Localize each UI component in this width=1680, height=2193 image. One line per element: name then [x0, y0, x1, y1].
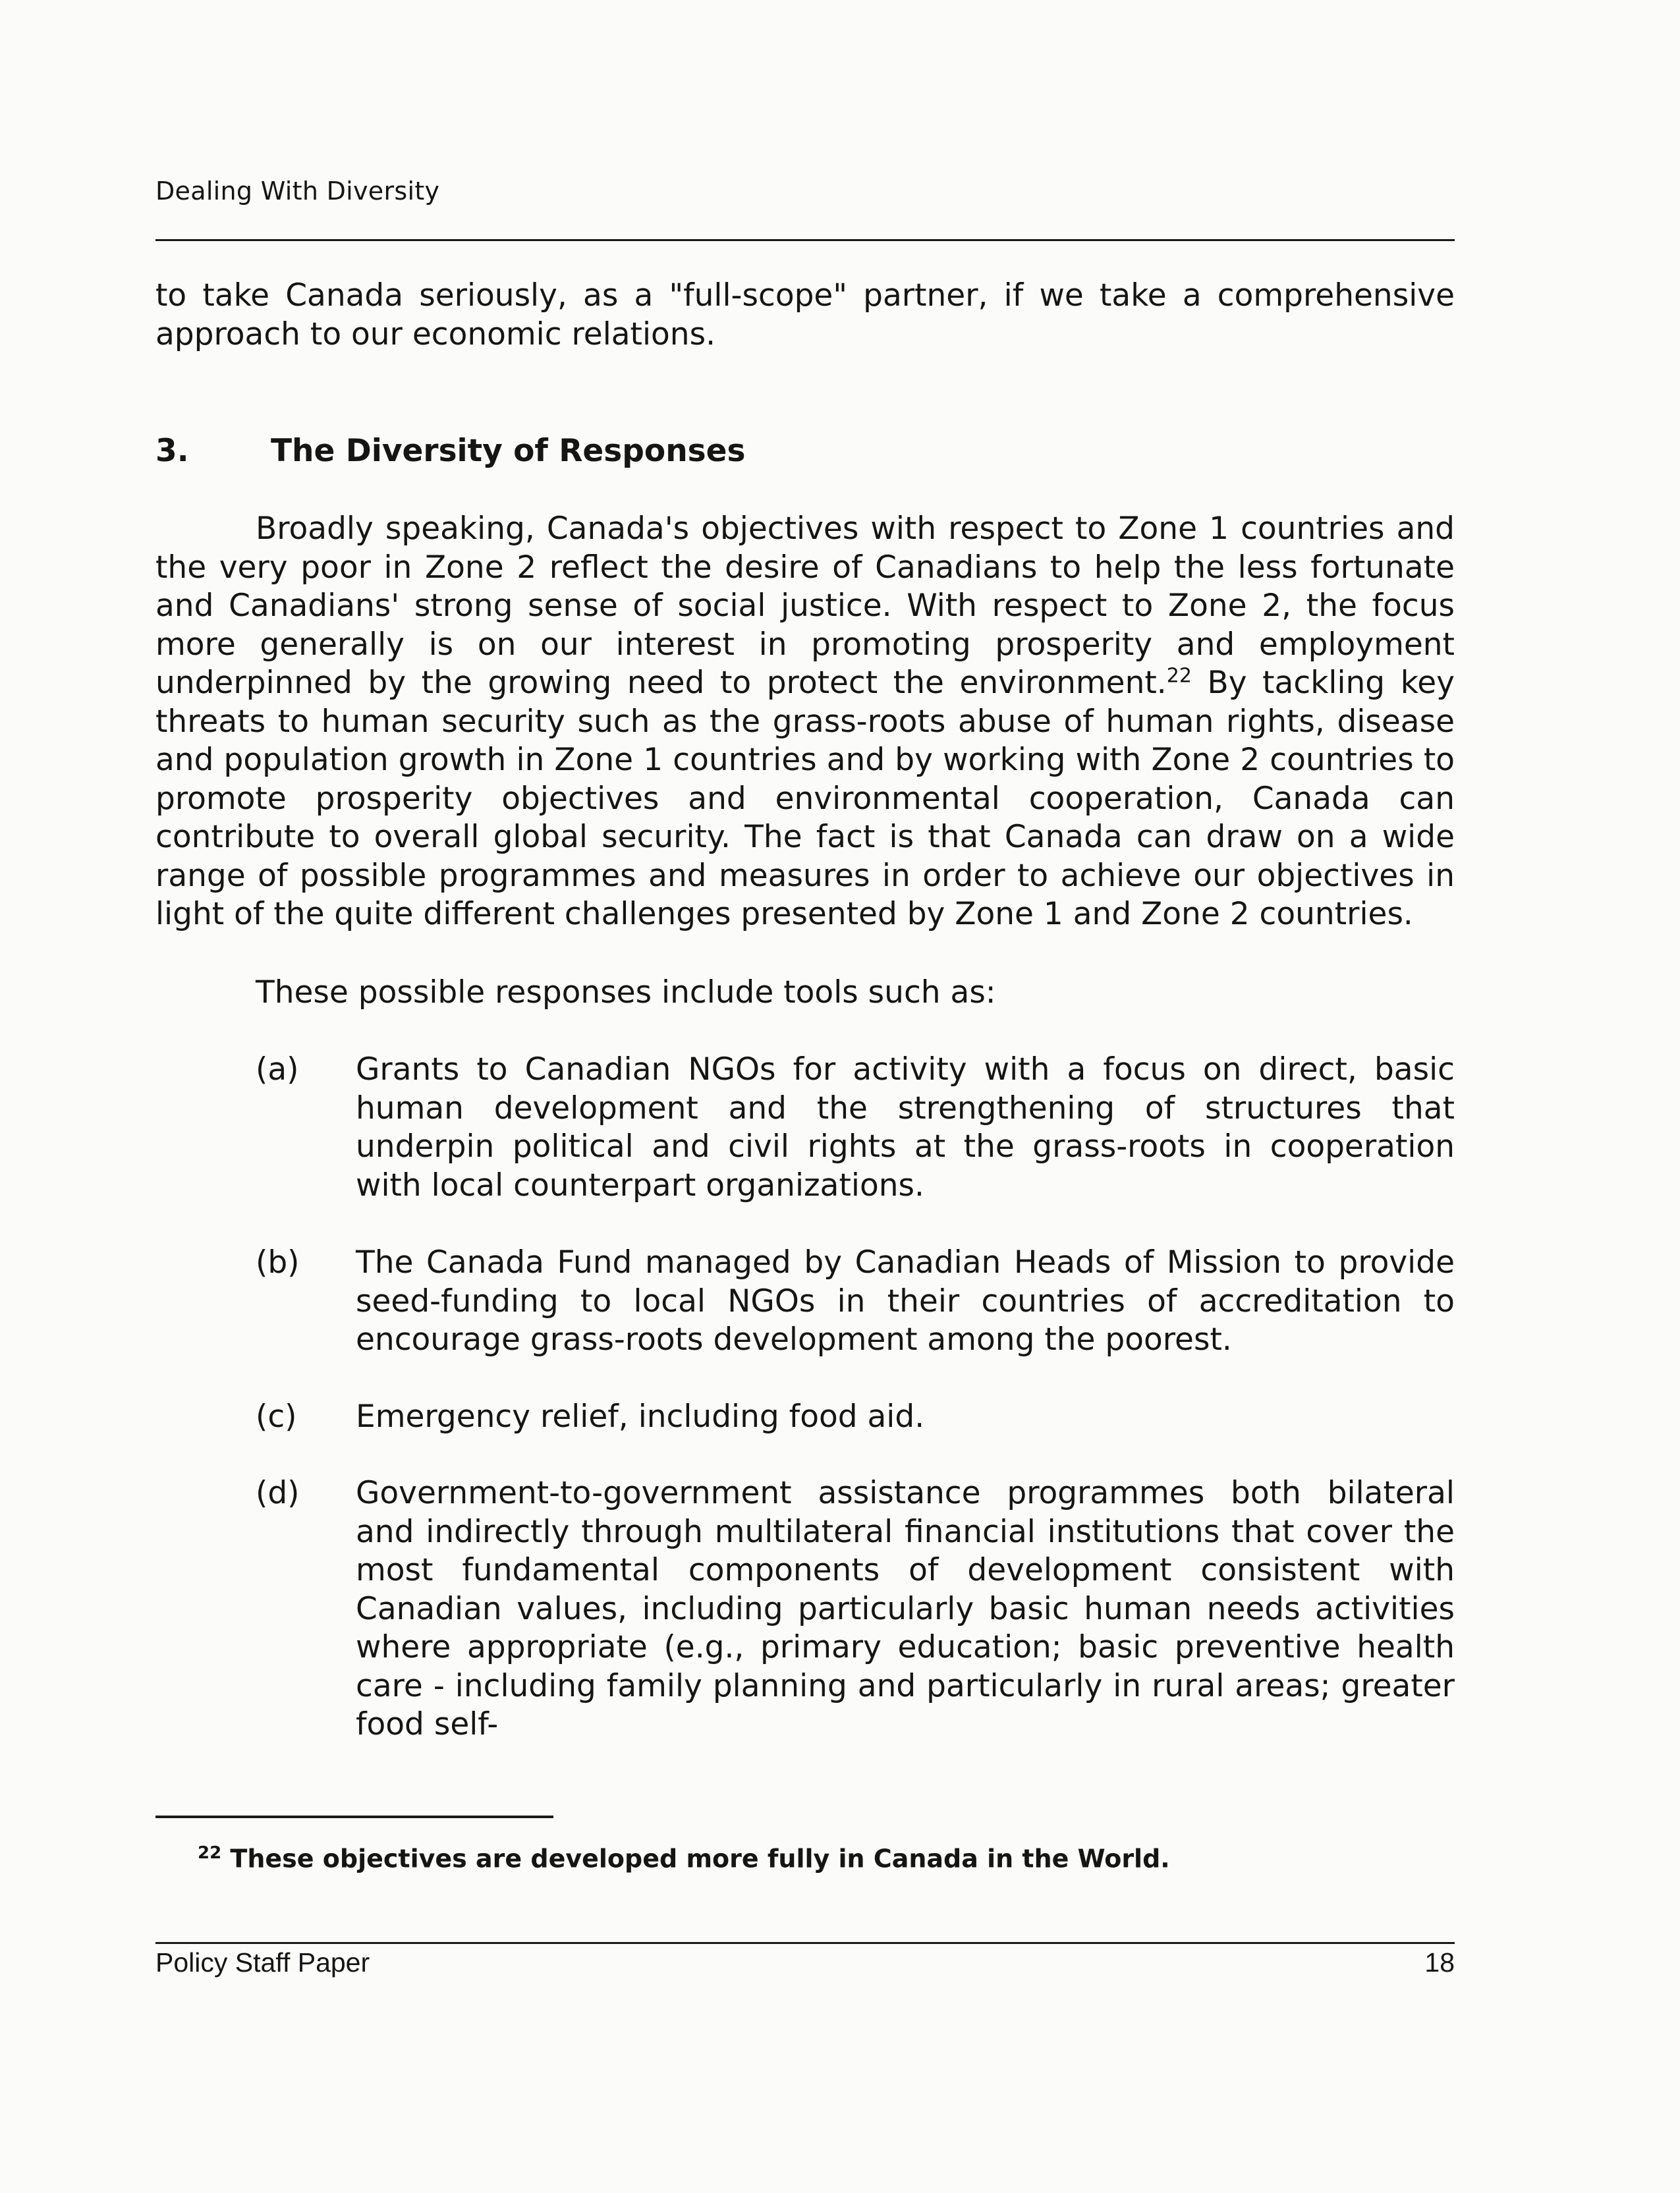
footer-rule — [155, 1942, 1455, 1944]
footnote-text: These objectives are developed more fully in Canada in the World. — [230, 1844, 1170, 1874]
list-item-label: (d) — [256, 1475, 300, 1511]
list-item-label: (c) — [256, 1399, 297, 1435]
continuation-paragraph: to take Canada seriously, as a "full-scope" partner, if we take a comprehensive approach to our economic relations. — [155, 277, 1455, 352]
section-number: 3. — [155, 433, 189, 469]
footnote — [198, 1843, 1170, 1874]
list-item-label: (a) — [256, 1051, 299, 1088]
list-intro: These possible responses include tools such as: — [256, 974, 996, 1011]
section-title: The Diversity of Responses — [271, 433, 746, 469]
section-heading — [155, 433, 746, 469]
page-number: 18 — [1424, 1947, 1455, 1978]
list-item-label: (b) — [256, 1244, 300, 1281]
list-item-text: Government-to-government assistance programmes both bilateral and indirectly through multilateral financial institutions that cover the most fundamental components of development consistent with Canadian values, including particularly basic human needs activities where appropriate (e.g., primary education; basic preventive health care - including family planning and particularly in rural areas; greater food self- — [356, 1475, 1455, 1742]
footnote-rule — [155, 1816, 553, 1818]
paragraph-text-part1: Broadly speaking, Canada's objectives with respect to Zone 1 countries and the very poor in Zone 2 reflect the desire of Canadians to help the less fortunate and Canadians' strong sense of social justice. With respect to Zone 2, the focus more generally is on our interest in promoting prosperity and employment underpinned by the growing need to protect the environment. — [155, 511, 1455, 701]
list-item-text: The Canada Fund managed by Canadian Heads of Mission to provide seed-funding to local NGOs in their countries of accreditation to encourage grass-roots development among the poorest. — [356, 1244, 1455, 1358]
list-item-text: Emergency relief, including food aid. — [356, 1399, 925, 1435]
footnote-number: 22 — [198, 1843, 222, 1863]
footnote-reference: 22 — [1166, 664, 1192, 688]
main-paragraph — [155, 510, 1455, 934]
paragraph-text-part2: By tackling key threats to human security such as the grass-roots abuse of human rights, disease and population growth in Zone 1 countries and by working with Zone 2 countries to promote prosperity objectives and environmental cooperation, Canada can contribute to overall global security. The fact is that Canada can draw on a wide range of possible programmes and measures in order to achieve our objectives in light of the quite different challenges presented by Zone 1 and Zone 2 countries. — [155, 665, 1455, 932]
footer-title: Policy Staff Paper — [155, 1947, 370, 1978]
running-header: Dealing With Diversity — [155, 177, 440, 206]
list-item-text: Grants to Canadian NGOs for activity with a focus on direct, basic human development and the strengthening of structures that underpin political and civil rights at the grass-roots in cooperation with local counterpart organizations. — [356, 1051, 1455, 1204]
header-rule — [155, 239, 1455, 241]
